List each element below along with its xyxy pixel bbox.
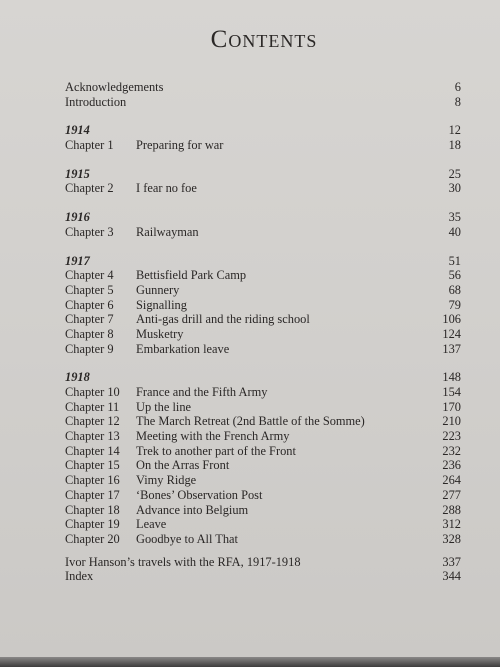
chapter-number: Chapter 13 — [65, 429, 120, 444]
entry-page-number: 170 — [442, 399, 461, 414]
year-heading: 1917 — [65, 253, 90, 268]
chapter-title: Signalling — [136, 297, 187, 312]
page-bottom-edge — [0, 657, 500, 667]
toc-chapter-entry — [65, 298, 461, 313]
toc-chapter-entry — [65, 225, 461, 240]
chapter-title: I fear no foe — [136, 181, 197, 196]
entry-page-number: 344 — [442, 569, 461, 584]
chapter-number: Chapter 1 — [65, 138, 114, 153]
entry-page-number: 328 — [442, 531, 461, 546]
chapter-title: Musketry — [136, 326, 184, 341]
chapter-number: Chapter 3 — [65, 224, 114, 239]
chapter-number: Chapter 11 — [65, 399, 120, 414]
toc-chapter-entry — [65, 138, 461, 153]
chapter-title: Preparing for war — [136, 138, 224, 153]
entry-page-number: 6 — [454, 80, 461, 94]
toc-chapter-entry — [65, 312, 461, 327]
chapter-title: Up the line — [136, 399, 192, 414]
page-title: Contents — [210, 26, 318, 53]
entry-page-number: 106 — [442, 312, 461, 327]
year-heading: 1914 — [65, 123, 90, 138]
chapter-title: Embarkation leave — [136, 341, 230, 356]
toc-year-1917 — [65, 254, 461, 269]
entry-page-number: 223 — [442, 429, 461, 444]
entry-page-number: 232 — [442, 443, 461, 458]
toc-entry-acknowledgements — [65, 80, 461, 95]
table-of-contents — [65, 80, 461, 584]
chapter-number: Chapter 7 — [65, 312, 114, 327]
chapter-number: Chapter 17 — [65, 487, 120, 502]
entry-page-number: 51 — [448, 253, 461, 268]
chapter-title: On the Arras Front — [136, 458, 230, 473]
entry-page-number: 56 — [448, 268, 461, 283]
year-heading: 1918 — [65, 370, 90, 385]
chapter-number: Chapter 19 — [65, 517, 120, 532]
entry-page-number: 312 — [442, 517, 461, 532]
entry-page-number: 154 — [442, 385, 461, 399]
entry-page-number: 337 — [442, 554, 461, 569]
entry-page-number: 277 — [442, 487, 461, 502]
entry-page-number: 35 — [448, 210, 461, 225]
chapter-number: Chapter 5 — [65, 282, 114, 297]
toc-chapter-entry — [65, 429, 461, 444]
chapter-title: ‘Bones’ Observation Post — [136, 487, 263, 502]
toc-chapter-entry — [65, 327, 461, 342]
toc-chapter-entry — [65, 268, 461, 283]
chapter-number: Chapter 9 — [65, 341, 114, 356]
chapter-title: Vimy Ridge — [136, 473, 197, 488]
toc-chapter-entry — [65, 342, 461, 357]
chapter-title: France and the Fifth Army — [136, 385, 268, 399]
toc-chapter-entry — [65, 488, 461, 503]
entry-page-number: 288 — [442, 502, 461, 517]
toc-chapter-entry — [65, 283, 461, 298]
toc-chapter-entry — [65, 458, 461, 473]
toc-year-1914 — [65, 123, 461, 138]
chapter-number: Chapter 12 — [65, 414, 120, 429]
toc-entry-travels — [65, 555, 461, 570]
chapter-title: Meeting with the French Army — [136, 429, 290, 444]
toc-year-1915 — [65, 167, 461, 182]
toc-entry-index — [65, 569, 461, 584]
entry-label: Ivor Hanson’s travels with the RFA, 1917-1918 — [65, 554, 301, 569]
toc-chapter-entry — [65, 414, 461, 429]
chapter-title: Bettisfield Park Camp — [136, 268, 247, 283]
chapter-title: Railwayman — [136, 224, 199, 239]
entry-page-number: 18 — [448, 138, 461, 153]
chapter-number: Chapter 10 — [65, 385, 120, 399]
toc-chapter-entry — [65, 400, 461, 415]
entry-page-number: 68 — [448, 282, 461, 297]
entry-page-number: 137 — [442, 341, 461, 356]
chapter-number: Chapter 16 — [65, 473, 120, 488]
chapter-title: Advance into Belgium — [136, 502, 249, 517]
entry-page-number: 30 — [448, 181, 461, 196]
chapter-number: Chapter 14 — [65, 443, 120, 458]
chapter-number: Chapter 2 — [65, 181, 114, 196]
chapter-title: Goodbye to All That — [136, 531, 238, 546]
entry-page-number: 264 — [442, 473, 461, 488]
year-heading: 1915 — [65, 166, 90, 181]
toc-chapter-entry — [65, 385, 461, 400]
entry-page-number: 12 — [448, 123, 461, 138]
toc-year-1918 — [65, 370, 461, 385]
toc-entry-introduction — [65, 95, 461, 110]
chapter-number: Chapter 6 — [65, 297, 114, 312]
entry-page-number: 148 — [442, 370, 461, 385]
chapter-title: Trek to another part of the Front — [136, 443, 296, 458]
entry-label: Introduction — [65, 94, 127, 109]
toc-chapter-entry — [65, 473, 461, 488]
toc-year-1916 — [65, 210, 461, 225]
toc-chapter-entry — [65, 444, 461, 459]
chapter-number: Chapter 15 — [65, 458, 120, 473]
chapter-title: Gunnery — [136, 282, 180, 297]
toc-chapter-entry — [65, 532, 461, 547]
chapter-title: The March Retreat (2nd Battle of the Somme) — [136, 414, 365, 429]
chapter-title: Leave — [136, 517, 167, 532]
entry-page-number: 210 — [442, 414, 461, 429]
entry-label: Acknowledgements — [65, 80, 164, 94]
entry-page-number: 40 — [448, 224, 461, 239]
entry-page-number: 79 — [448, 297, 461, 312]
toc-chapter-entry — [65, 181, 461, 196]
entry-page-number: 8 — [454, 94, 461, 109]
toc-chapter-entry — [65, 503, 461, 518]
chapter-title: Anti-gas drill and the riding school — [136, 312, 310, 327]
toc-chapter-entry — [65, 517, 461, 532]
entry-page-number: 124 — [442, 326, 461, 341]
chapter-number: Chapter 8 — [65, 326, 114, 341]
chapter-number: Chapter 18 — [65, 502, 120, 517]
entry-page-number: 236 — [442, 458, 461, 473]
entry-page-number: 25 — [448, 166, 461, 181]
chapter-number: Chapter 4 — [65, 268, 114, 283]
chapter-number: Chapter 20 — [65, 531, 120, 546]
year-heading: 1916 — [65, 210, 90, 225]
entry-label: Index — [65, 569, 94, 584]
